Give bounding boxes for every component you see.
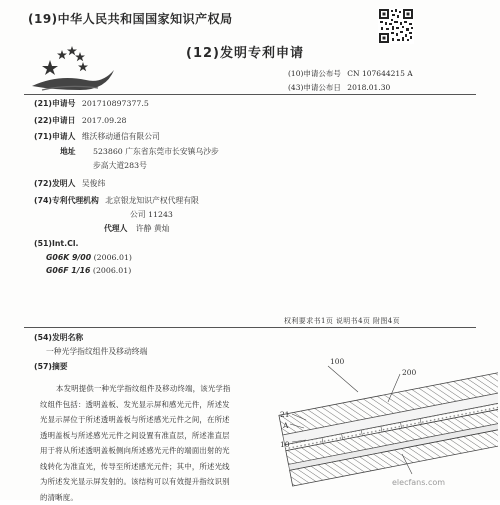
figure-label-100: 100 (330, 357, 345, 366)
intcl-label: (51)Int.Cl. (34, 239, 79, 248)
address-line-2: 步高大道283号 (93, 161, 147, 170)
intcl-year: (2006.01) (93, 253, 132, 262)
application-date: 2017.09.28 (81, 116, 127, 125)
agency-row (34, 195, 199, 206)
figure-label-200: 200 (402, 368, 417, 377)
publication-number-row (288, 68, 413, 79)
address-line-1: 523860 广东省东莞市长安镇乌沙步 (93, 147, 219, 156)
watermark: elecfans.com (392, 478, 446, 487)
abstract-text: 本发明提供一种光学指纹组件及移动终端，该光学指纹组件包括：透明盖板、发光显示屏和感光元件，所述发光显示屏位于所述透明盖板与所述感光元件之间，在所述透明盖板与所述感光元件之间设置有准直层，所述准直层用于将从所述透明盖板侧向所述感光元件的端面出射的光线转化为准直光，传导至所述感光元件；其中，所述光线为所述发光显示屏发射的。该结构可以有效提升指纹识别的清晰度。 (40, 384, 231, 502)
applicant-label: (71)申请人 (34, 132, 76, 141)
figure-label-21: 21 (280, 410, 290, 419)
invention-title: 一种光学指纹组件及移动终端 (46, 347, 148, 356)
agent-label: 代理人 (104, 224, 128, 233)
office-emblem-icon (28, 40, 118, 94)
publication-date-label: (43)申请公布日 (288, 83, 341, 92)
agent-row (104, 223, 170, 234)
publication-number: CN 107644215 A (347, 69, 413, 78)
header-divider (24, 94, 476, 95)
structure-figure (262, 352, 498, 500)
publication-date: 2018.01.30 (347, 83, 391, 92)
agency-line-1: 北京银龙知识产权代理有限 (105, 196, 199, 205)
page-counts: 权利要求书1页 说明书4页 附图4页 (284, 317, 401, 325)
agent: 许静 黄灿 (135, 224, 170, 233)
application-number-row (34, 98, 149, 109)
intcl-code: G06F 1/16 (46, 266, 91, 275)
intcl-year: (2006.01) (92, 266, 132, 275)
inventor-label: (72)发明人 (34, 179, 76, 188)
application-date-row (34, 115, 127, 126)
qr-code-icon (378, 8, 414, 44)
applicant-row (34, 131, 160, 142)
document-type-title: (12)发明专利申请 (186, 46, 304, 61)
agency-label: (74)专利代理机构 (34, 196, 99, 205)
applicant: 维沃移动通信有限公司 (81, 132, 160, 141)
publication-number-label: (10)申请公布号 (288, 69, 341, 78)
intcl-code: G06K 9/00 (46, 253, 92, 262)
issuing-office: (19)中华人民共和国国家知识产权局 (28, 12, 233, 26)
section-divider (24, 327, 476, 328)
inventor: 吴俊纬 (81, 179, 106, 188)
figure-label-10: 10 (280, 440, 290, 449)
intcl-entry (46, 266, 131, 275)
publication-date-row (288, 82, 390, 93)
inventor-row (34, 178, 105, 189)
intcl-entry (46, 253, 132, 262)
application-date-label: (22)申请日 (34, 116, 76, 125)
figure-label-a: A (283, 421, 289, 430)
address-label: 地址 (60, 147, 76, 156)
abstract-label: (57)摘要 (34, 362, 68, 371)
invention-title-label: (54)发明名称 (34, 333, 84, 342)
agency-line-2: 公司 11243 (130, 210, 173, 219)
application-number-label: (21)申请号 (34, 99, 76, 108)
application-number: 201710897377.5 (81, 99, 149, 108)
